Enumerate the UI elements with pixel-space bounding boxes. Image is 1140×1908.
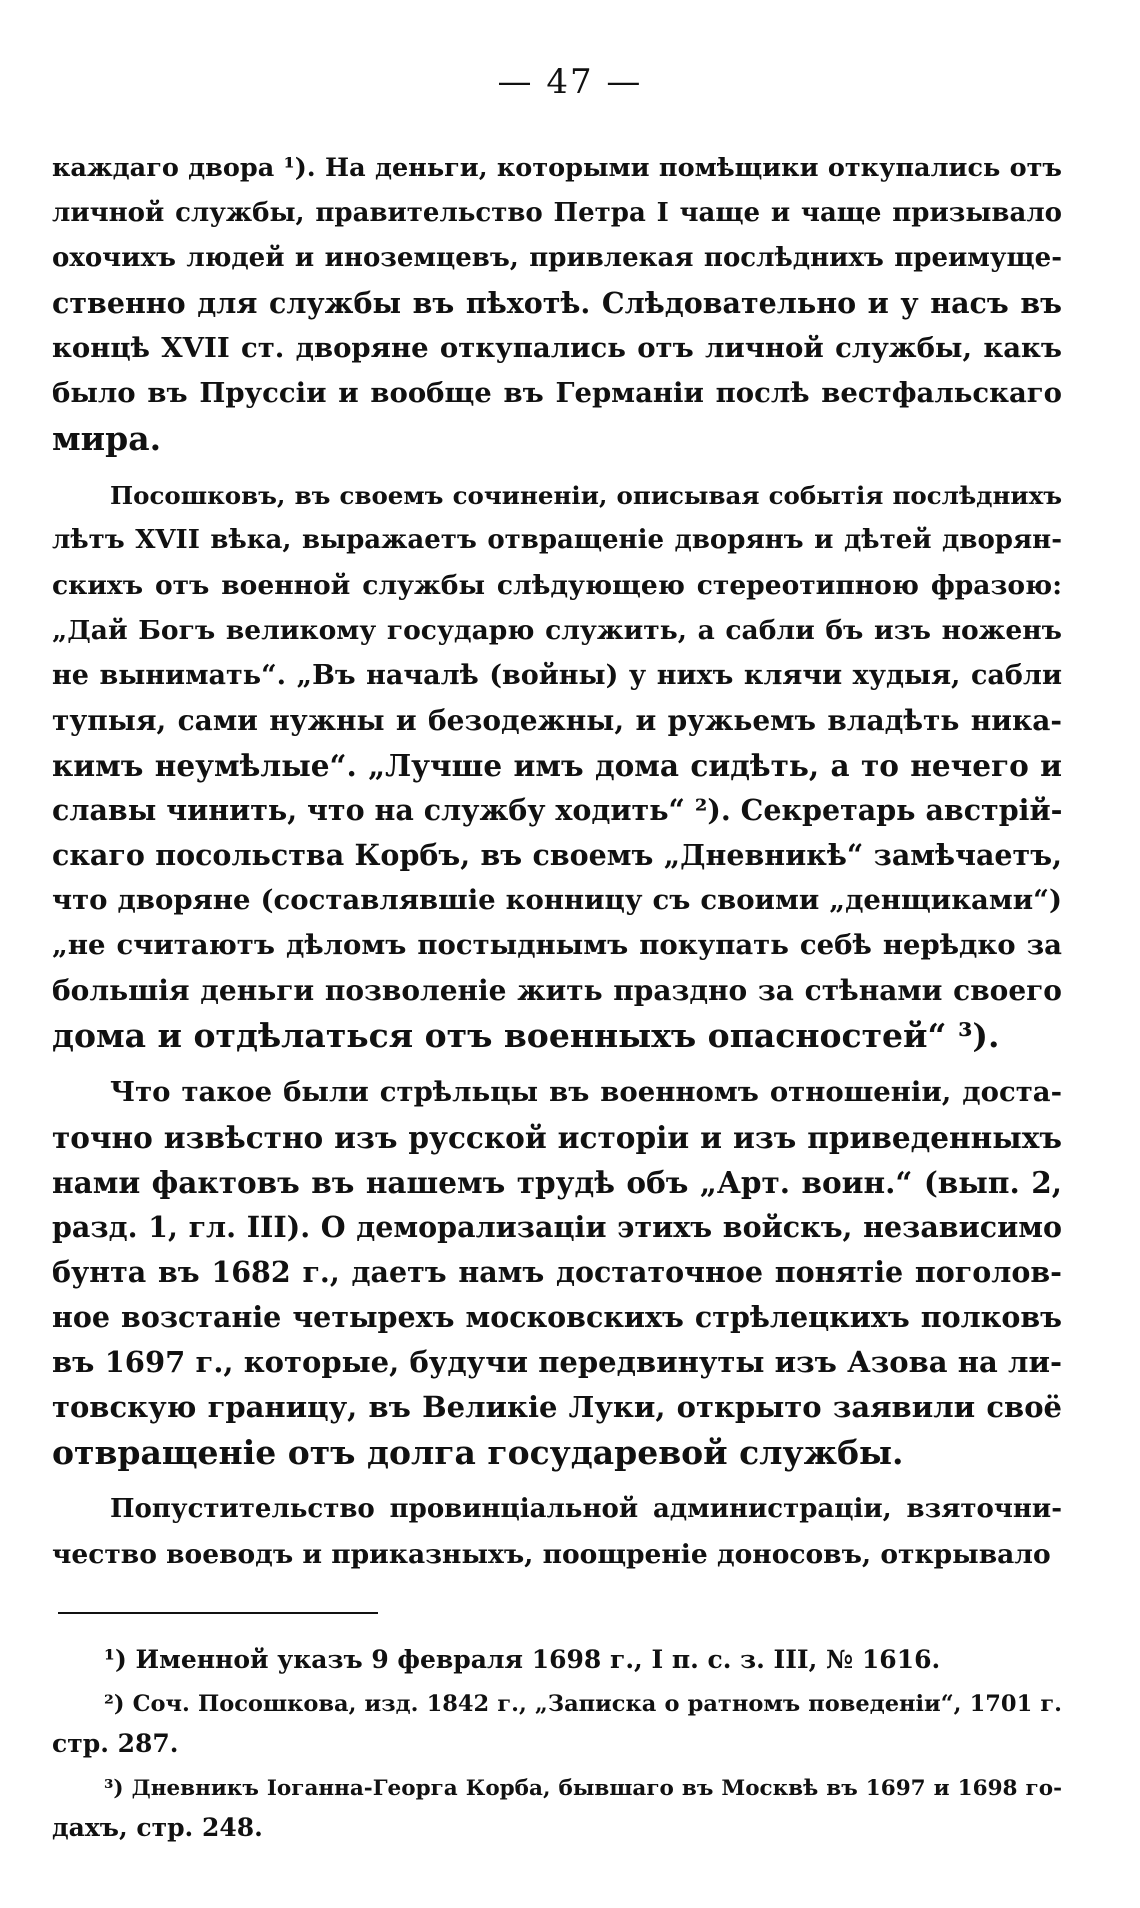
- text-line: концѣ XVII ст. дворяне откупались отъ личной службы, какъ: [52, 332, 1062, 364]
- text-line: каждаго двора ¹). На деньги, которыми помѣщики откупались отъ: [52, 153, 1062, 183]
- page-number: — 47 —: [497, 62, 643, 102]
- text-line: нами фактовъ въ нашемъ трудѣ объ „Арт. воин.“ (вып. 2,: [52, 1165, 1062, 1200]
- text-line: Попустительство провинціальной администраціи, взяточни-: [110, 1494, 1062, 1524]
- text-line: „Дай Богъ великому государю служить, а сабли бъ изъ ноженъ: [52, 615, 1062, 646]
- text-line: славы чинить, что на службу ходить“ ²). Секретарь австрій-: [52, 793, 1063, 827]
- text-line: Посошковъ, въ своемъ сочиненіи, описывая событія послѣднихъ: [110, 481, 1062, 510]
- text-line: охочихъ людей и иноземцевъ, привлекая послѣднихъ преимуще-: [52, 243, 1062, 273]
- text-line: Что такое были стрѣльцы въ военномъ отношеніи, доста-: [110, 1076, 1062, 1108]
- footnote-line: стр. 287.: [52, 1729, 179, 1758]
- text-line: не вынимать“. „Въ началѣ (войны) у нихъ клячи худыя, сабли: [52, 660, 1062, 691]
- paragraph-gap: [52, 461, 1062, 473]
- paragraph: [52, 473, 1062, 1058]
- text-line: кимъ неумѣлые“. „Лучше имъ дома сидѣть, а то нечего и: [52, 748, 1062, 783]
- text-line: дома и отдѣлаться отъ военныхъ опасностей“ ³).: [52, 1016, 1000, 1055]
- text-line: личной службы, правительство Петра I чаще и чаще призывало: [52, 198, 1062, 228]
- text-line: скаго посольства Корбъ, въ своемъ „Дневникѣ“ замѣчаетъ,: [52, 838, 1062, 872]
- footnotes: [52, 1640, 1062, 1847]
- text-line: въ 1697 г., которые, будучи передвинуты изъ Азова на ли-: [52, 1345, 1062, 1379]
- text-line: ное возстаніе четырехъ московскихъ стрѣлецкихъ полковъ: [52, 1300, 1062, 1334]
- footnote: [52, 1640, 1062, 1679]
- text-line: товскую границу, въ Великіе Луки, открыто заявили своё: [52, 1390, 1062, 1424]
- paragraph: [52, 1487, 1062, 1577]
- footnote-line: ¹) Именной указъ 9 февраля 1698 г., I п. с. з. III, № 1616.: [104, 1645, 941, 1674]
- text-line: мира.: [52, 419, 162, 458]
- text-line: скихъ отъ военной службы слѣдующею стереотипною фразою:: [52, 570, 1062, 601]
- text-line: точно извѣстно изъ русской исторіи и изъ приведенныхъ: [52, 1120, 1062, 1155]
- text-line: лѣтъ XVII вѣка, выражаетъ отвращеніе дворянъ и дѣтей дворян-: [52, 525, 1062, 555]
- text-line: ственно для службы въ пѣхотѣ. Слѣдовательно и у насъ въ: [52, 286, 1062, 320]
- footnote-line: дахъ, стр. 248.: [52, 1813, 263, 1842]
- text-line: тупыя, сами нужны и безодежны, и ружьемъ владѣть ника-: [52, 704, 1062, 737]
- paragraph-gap: [52, 1475, 1062, 1487]
- text-line: разд. 1, гл. III). О деморализаціи этихъ войскъ, независимо: [52, 1210, 1062, 1244]
- paragraph-gap: [52, 1058, 1062, 1070]
- text-line: „не считаютъ дѣломъ постыднымъ покупать себѣ нерѣдко за: [52, 929, 1062, 961]
- body-text: [52, 146, 1062, 1577]
- footnote-divider: [58, 1612, 378, 1614]
- paragraph: [52, 1070, 1062, 1475]
- text-line: было въ Пруссіи и вообще въ Германіи послѣ вестфальскаго: [52, 377, 1062, 409]
- footnote: [52, 1685, 1062, 1763]
- footnote: [52, 1769, 1062, 1847]
- paragraph: [52, 146, 1062, 461]
- text-line: чество воеводъ и приказныхъ, поощреніе доносовъ, открывало: [52, 1539, 1051, 1570]
- text-line: что дворяне (составлявшіе конницу съ своими „денщиками“): [52, 884, 1062, 916]
- text-line: большія деньги позволеніе жить праздно за стѣнами своего: [52, 974, 1062, 1007]
- footnote-line: ³) Дневникъ Іоганна-Георга Корба, бывшаго въ Москвѣ въ 1697 и 1698 го-: [104, 1776, 1062, 1801]
- text-line: отвращеніе отъ долга государевой службы.: [52, 1433, 904, 1472]
- text-line: бунта въ 1682 г., даетъ намъ достаточное понятіе поголов-: [52, 1255, 1062, 1289]
- footnote-line: ²) Соч. Посошкова, изд. 1842 г., „Записка о ратномъ поведеніи“, 1701 г.: [104, 1691, 1062, 1717]
